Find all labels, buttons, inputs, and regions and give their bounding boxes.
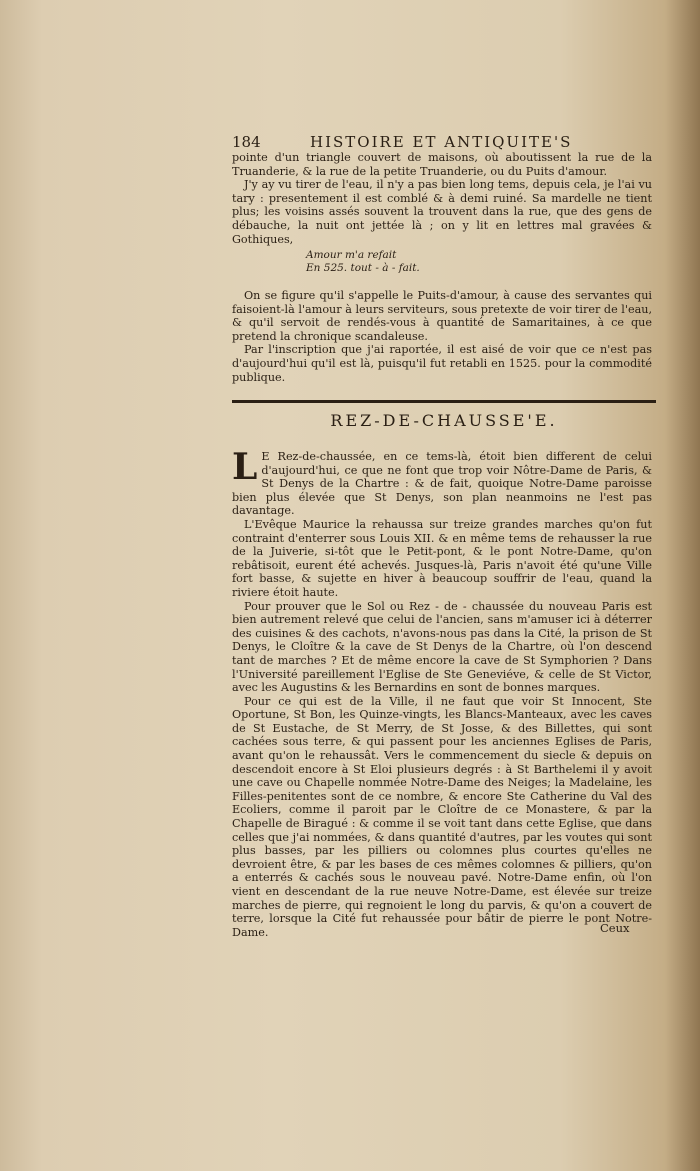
paragraph-text: E Rez-de-chaussée, en ce tems-là, étoit bien different de celui d'aujourd'hui, ce que ne font que trop voir Nôtre-Dame de Paris, & St Denys de la Chartre : & de fait, quoique Notre-Dame paroisse bien plus élevée que St Denys, son plan neanmoins ne l'est pas davantage. <box>232 450 652 518</box>
section-text-block <box>232 446 652 939</box>
paragraph: L'Evêque Maurice la rehaussa sur treize grandes marches qu'on fut contraint d'enterrer sous Louis XII. & en même tems de rehausser la rue de la Juiverie, si-tôt que le Petit-pont, & le pont Notre-Dame, qu'on rebâtisoit, eurent été achevés. Jusques-là, Paris n'avoit été qu'une Ville fort basse, & sujette en hiver à beaucoup souffrir de l'eau, quand la riviere étoit haute. <box>232 517 652 599</box>
inscription-line: En 525. tout - à - fait. <box>306 262 420 274</box>
inscription <box>306 249 506 275</box>
section-title: REZ-DE-CHAUSSE'E. <box>330 411 558 430</box>
paragraph: Pour prouver que le Sol ou Rez - de - chaussée du nouveau Paris est bien autrement relevé que celui de l'ancien, sans m'amuser ici à déterrer des cuisines & des cachots, n'avons-nous pas dans la Cité, la prison de St Denys, le Cloître & la cave de St Denys de la Chartre, où l'on descend tant de marches ? Et de même encore la cave de St Symphorien ? Dans l'Université pareillement l'Eglise de Ste Geneviéve, & celle de St Victor, avec les Augustins & les Bernardins en sont de bonnes marques. <box>232 599 652 695</box>
running-head <box>232 133 652 151</box>
top-text-block <box>232 151 652 246</box>
paragraph <box>232 446 652 518</box>
paragraph: J'y ay vu tirer de l'eau, il n'y a pas bien long tems, depuis cela, je l'ai vu tary : presentement il est comblé & à demi ruiné. Sa mardelle ne tient plus; les voisins assés souvent la trouvent dans la rue, que des gens de débauche, la nuit ont jettée là ; on y lit en lettres mal gravées & Gothiques, <box>232 178 652 246</box>
running-title: HISTOIRE ET ANTIQUITE'S <box>310 133 573 151</box>
middle-text-block <box>232 289 652 384</box>
page-number: 184 <box>232 133 261 151</box>
paragraph: pointe d'un triangle couvert de maisons, où aboutissent la rue de la Truanderie, & la rue de la petite Truanderie, ou du Puits d'amour. <box>232 151 652 178</box>
paragraph: Par l'inscription que j'ai raportée, il est aisé de voir que ce n'est pas d'aujourd'hui qu'il est là, puisqu'il fut retabli en 1525. pour la commodité publique. <box>232 343 652 384</box>
paragraph: On se figure qu'il s'appelle le Puits-d'amour, à cause des servantes qui faisoient-là l'amour à leurs serviteurs, sous pretexte de voir tirer de l'eau, & qu'il servoit de rendés-vous à quantité de Samaritaines, à ce que pretend la chronique scandaleuse. <box>232 289 652 343</box>
drop-cap: L <box>232 446 258 488</box>
section-rule <box>232 400 656 403</box>
paragraph: Pour ce qui est de la Ville, il ne faut que voir St Innocent, Ste Oportune, St Bon, les Quinze-vingts, les Blancs-Manteaux, avec les caves de St Eustache, de St Merry, de St Josse, & des Billettes, qui sont cachées sous terre, & qui passent pour les anciennes Eglises de Paris, avant qu'on le rehaussât. Vers le commencement du siecle & depuis on descendoit encore à St Eloi plusieurs degrés : à St Barthelemi il y avoit une cave ou Chapelle nommée Notre-Dame des Neiges; la Madelaine, les Filles-penitentes sont de ce nombre, & encore Ste Catherine du Val des Ecoliers, comme il paroit par le Cloître de ce Monastere, & par la Chapelle de Biragué : & comme il se voit tant dans cette Eglise, que dans celles que j'ai nommées, & dans quantité d'autres, par les voutes qui sont plus basses, par les pilliers ou colomnes plus courtes qu'elles ne devroient être, & par les bases de ces mêmes colomnes & pilliers, qu'on a enterrés & cachés sous le nouveau pavé. Notre-Dame enfin, où l'on vient en descendant de la rue neuve Notre-Dame, est élevée sur treize marches de pierre, qui regnoient le long du parvis, & qu'on a couvert de terre, lorsque la Cité fut rehaussée pour bâtir de pierre le pont Notre-Dame. <box>232 694 652 939</box>
inscription-line: Amour m'a refait <box>306 249 397 261</box>
catchword: Ceux <box>600 921 630 935</box>
